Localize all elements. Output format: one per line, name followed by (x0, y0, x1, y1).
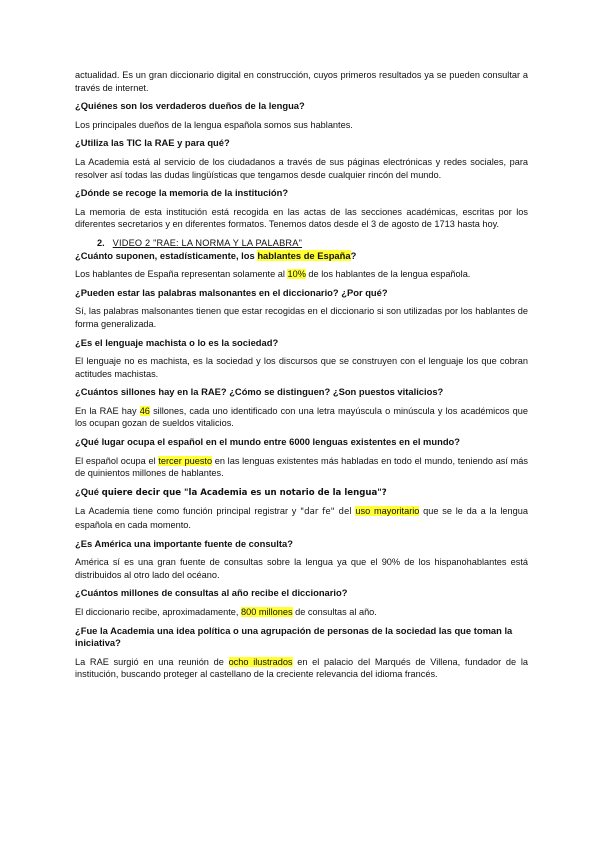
answer-paragraph (75, 606, 528, 619)
section-title: VIDEO 2 "RAE: LA NORMA Y LA PALABRA" (112, 237, 303, 248)
text-run: En la RAE hay (75, 405, 140, 416)
highlighted-text: ocho ilustrados (228, 656, 293, 667)
highlighted-text: 10% (287, 269, 306, 280)
text-run: en el palacio del Marqués de Villena, fundador de la institución, buscando proteger al castellano de la creciente relevancia del idioma francés. (75, 656, 529, 680)
text-run: ¿Utiliza las TIC la RAE y para qué? (75, 137, 230, 149)
text-run: El español ocupa el (75, 455, 159, 466)
text-run: quiere decir que "la Academia es un notario de la lengua"? (101, 487, 387, 498)
highlighted-text: tercer puesto (158, 455, 213, 466)
answer-paragraph (75, 455, 528, 480)
answer-paragraph (75, 206, 528, 231)
answer-paragraph (75, 656, 528, 681)
text-run: de los hablantes de la lengua española. (305, 269, 471, 280)
answer-paragraph (75, 405, 528, 430)
highlighted-text: 46 (139, 405, 150, 416)
text-run: ¿Cuánto suponen, estadísticamente, los (75, 249, 258, 261)
text-run: ¿Quiénes son los verdaderos dueños de la lengua? (75, 100, 305, 112)
text-run: en las lenguas existentes más habladas en todo el mundo, teniendo así más de quinientos millones de hablantes. (75, 455, 529, 479)
text-run: La Academia está al servicio de los ciudadanos a través de sus páginas electrónicas y redes sociales, para resolver así todas las dudas lingüísticas que tengamos desde cualquier rincón del mundo. (75, 156, 528, 180)
answer-paragraph (75, 505, 528, 531)
question-heading (75, 100, 528, 113)
answer-paragraph (75, 69, 528, 94)
text-run: "dar fe" del (300, 507, 352, 518)
question-heading (75, 287, 528, 300)
text-run: que se le da a la lengua española en cada momento. (75, 506, 528, 531)
answer-paragraph (75, 156, 528, 181)
text-run: ¿Pueden estar las palabras malsonantes en el diccionario? ¿Por qué? (75, 286, 388, 298)
highlighted-text: 800 millones (240, 607, 293, 617)
text-run: Los principales dueños de la lengua española somos sus hablantes. (75, 119, 353, 130)
question-heading (75, 386, 528, 399)
answer-paragraph (75, 556, 528, 581)
text-run: ¿Dónde se recoge la memoria de la institución? (75, 187, 289, 199)
answer-paragraph (75, 119, 528, 132)
question-heading (75, 337, 528, 350)
text-run: ¿Cuántos millones de consultas al año recibe el diccionario? (75, 587, 348, 599)
highlighted-text: uso mayoritario (355, 506, 420, 517)
section-number: 2. (97, 237, 105, 248)
question-heading (75, 250, 528, 263)
text-run: de consultas al año. (292, 607, 377, 617)
question-heading (75, 486, 528, 500)
text-run: ¿Qué lugar ocupa el español en el mundo entre 6000 lenguas existentes en el mundo? (75, 436, 460, 448)
document-body (75, 69, 528, 687)
text-run: ¿Fue la Academia una idea política o una agrupación de personas de la sociedad las que toman la iniciativa? (75, 624, 513, 649)
question-heading (75, 538, 528, 551)
text-run: ¿Es América una importante fuente de consulta? (75, 537, 293, 549)
text-run: La memoria de esta institución está recogida en las actas de las secciones académicas, escritas por los diferentes secretarios y en diferentes formatos. Tenemos datos desde el 3 de agosto de 1713 hasta hoy. (75, 206, 528, 230)
text-run: El lenguaje no es machista, es la sociedad y los discursos que se construyen con el lenguaje los que cobran actitudes machistas. (75, 356, 528, 379)
text-run: América sí es una gran fuente de consultas sobre la lengua ya que el 90% de los hispanohablantes está distribuidos al otro lado del océano. (75, 557, 528, 580)
question-heading (75, 587, 528, 600)
text-run: ¿Es el lenguaje machista o lo es la sociedad? (75, 336, 279, 348)
text-run: sillones, cada uno identificado con una letra mayúscula o minúscula y los académicos que los ocupan gozan de sueldos vitalicios. (75, 405, 528, 429)
text-run: El diccionario recibe, aproximadamente, (75, 607, 241, 617)
question-heading (75, 436, 528, 449)
question-heading (75, 625, 528, 650)
section-heading (75, 237, 528, 250)
text-run: actualidad. Es un gran diccionario digital en construcción, cuyos primeros resultados ya se pueden consultar a través de internet. (75, 70, 528, 93)
answer-paragraph (75, 305, 528, 330)
text-run: La Academia tiene como función principal registrar y (75, 506, 301, 517)
text-run: ¿Cuántos sillones hay en la RAE? ¿Cómo se distinguen? ¿Son puestos vitalicios? (75, 386, 444, 398)
text-run: Los hablantes de España representan solamente al (75, 269, 288, 280)
question-heading (75, 137, 528, 150)
text-run: ¿Qué (75, 485, 102, 497)
text-run: La RAE surgió en una reunión de (75, 656, 229, 667)
text-run: ? (350, 249, 357, 261)
text-run: Sí, las palabras malsonantes tienen que estar recogidas en el diccionario si son utilizadas por los hablantes de forma generalizada. (75, 306, 528, 329)
highlighted-text: hablantes de España (257, 249, 351, 261)
answer-paragraph (75, 355, 528, 380)
question-heading (75, 187, 528, 200)
answer-paragraph (75, 268, 528, 281)
